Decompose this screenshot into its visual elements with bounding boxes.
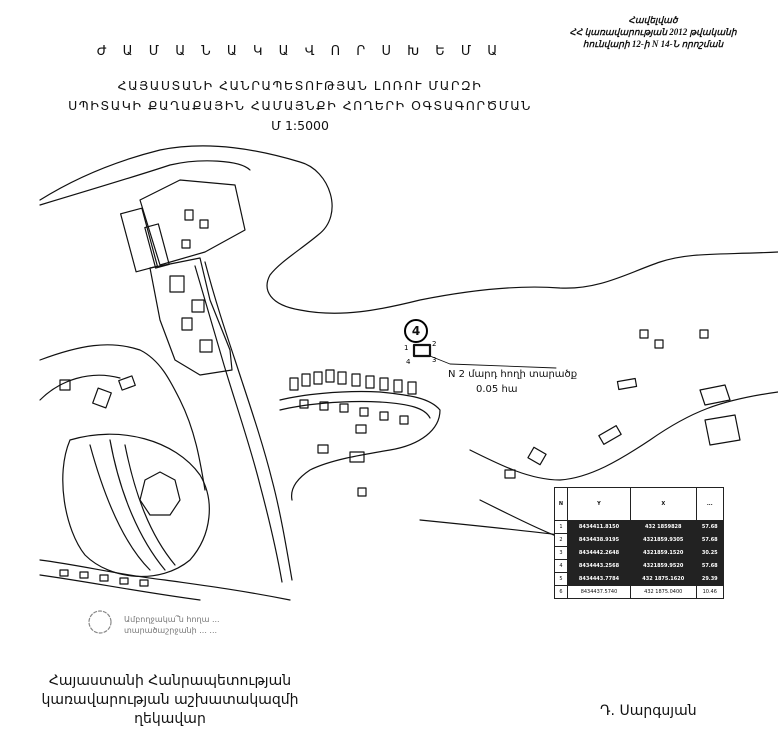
map-subtitle-line-2: ՍՊԻՏԱԿԻ ՔԱՂԱՔԱՅԻՆ ՀԱՄԱՅՆՔԻ ՀՈՂԵՐԻ ՕԳՏԱԳՈՐԾՄԱՆ <box>68 98 532 113</box>
row-y: 8434443.2568 <box>568 560 631 573</box>
parcel-area: 0.05 հա <box>476 384 518 395</box>
top-block <box>140 180 245 265</box>
col-header-x: X <box>630 488 696 521</box>
parcel-point-3: 3 <box>432 356 437 364</box>
road-main <box>205 262 292 580</box>
row-y: 8434438.9195 <box>568 534 631 547</box>
row-x: 4321859.9305 <box>630 534 696 547</box>
oval-center <box>140 472 180 515</box>
signatory-position <box>20 672 320 729</box>
row-y: 8434411.8150 <box>568 521 631 534</box>
row-x: 432 1875.0400 <box>630 586 696 599</box>
table-row <box>555 573 724 586</box>
row-value: 57.68 <box>696 534 723 547</box>
legend-line-2: տարածաշրջանի ... ... <box>124 626 218 635</box>
signatory-name: Դ. Սարգսյան <box>600 703 697 719</box>
table-row <box>555 547 724 560</box>
parcel-point-1: 1 <box>404 344 409 352</box>
left-block <box>150 258 232 375</box>
parcel-number-badge: 4 <box>404 319 428 343</box>
row-value: 57.68 <box>696 560 723 573</box>
parcel-point-4: 4 <box>406 358 411 366</box>
annex-line-3: հունվարի 12-ի N 14-Ն որոշման <box>582 39 724 49</box>
col-header-n: N <box>555 488 568 521</box>
coordinates-table <box>554 487 724 599</box>
map-scale: Մ 1:5000 <box>271 118 329 133</box>
row-x: 432 1875.1620 <box>630 573 696 586</box>
map-subtitle-line-1: ՀԱՅԱՍՏԱՆԻ ՀԱՆՐԱՊԵՏՈՒԹՅԱՆ ԼՈՌՈՒ ՄԱՐԶԻ <box>117 78 483 93</box>
row-y: 8434443.7784 <box>568 573 631 586</box>
legend-note <box>124 614 220 636</box>
row-y: 8434437.5740 <box>568 586 631 599</box>
east-road <box>470 392 778 480</box>
row-y: 8434442.2648 <box>568 547 631 560</box>
coordinates-header-row <box>555 488 724 521</box>
row-value: 10.46 <box>696 586 723 599</box>
row-x: 4321859.9520 <box>630 560 696 573</box>
table-row <box>555 586 724 599</box>
row-n: 3 <box>555 547 568 560</box>
table-row <box>555 534 724 547</box>
annex-line-2: ՀՀ կառավարության 2012 թվականի <box>569 27 737 37</box>
position-line-1: Հայաստանի Հանրապետության <box>48 673 292 689</box>
table-row <box>555 560 724 573</box>
position-line-2: կառավարության աշխատակազմի <box>41 692 299 708</box>
legend-line-1: Ամբողջակա՞ն հողա ... <box>124 615 220 624</box>
row-value: 57.68 <box>696 521 723 534</box>
row-n: 2 <box>555 534 568 547</box>
west-area <box>40 345 205 490</box>
row-x: 432 1859828 <box>630 521 696 534</box>
parcel-point-2: 2 <box>432 340 437 348</box>
parcel-4-outline <box>414 345 430 356</box>
map-title: Ժ Ա Մ Ա Ն Ա Կ Ա Վ Ո Ր Ս Խ Ե Մ Ա <box>96 44 504 59</box>
row-n: 5 <box>555 573 568 586</box>
row-x: 4321859.1520 <box>630 547 696 560</box>
row-value: 30.25 <box>696 547 723 560</box>
col-header-y: Y <box>568 488 631 521</box>
row-n: 1 <box>555 521 568 534</box>
parcel-label: N 2 մարդ հողի տարածք <box>448 369 578 380</box>
road-side <box>195 266 282 582</box>
row-value: 29.39 <box>696 573 723 586</box>
col-header-length: ... <box>696 488 723 521</box>
row-n: 4 <box>555 560 568 573</box>
annex-line-1: Հավելված <box>628 15 678 25</box>
park-oval <box>63 434 210 576</box>
position-line-3: ղեկավար <box>134 711 206 727</box>
row-n: 6 <box>555 586 568 599</box>
table-row <box>555 521 724 534</box>
